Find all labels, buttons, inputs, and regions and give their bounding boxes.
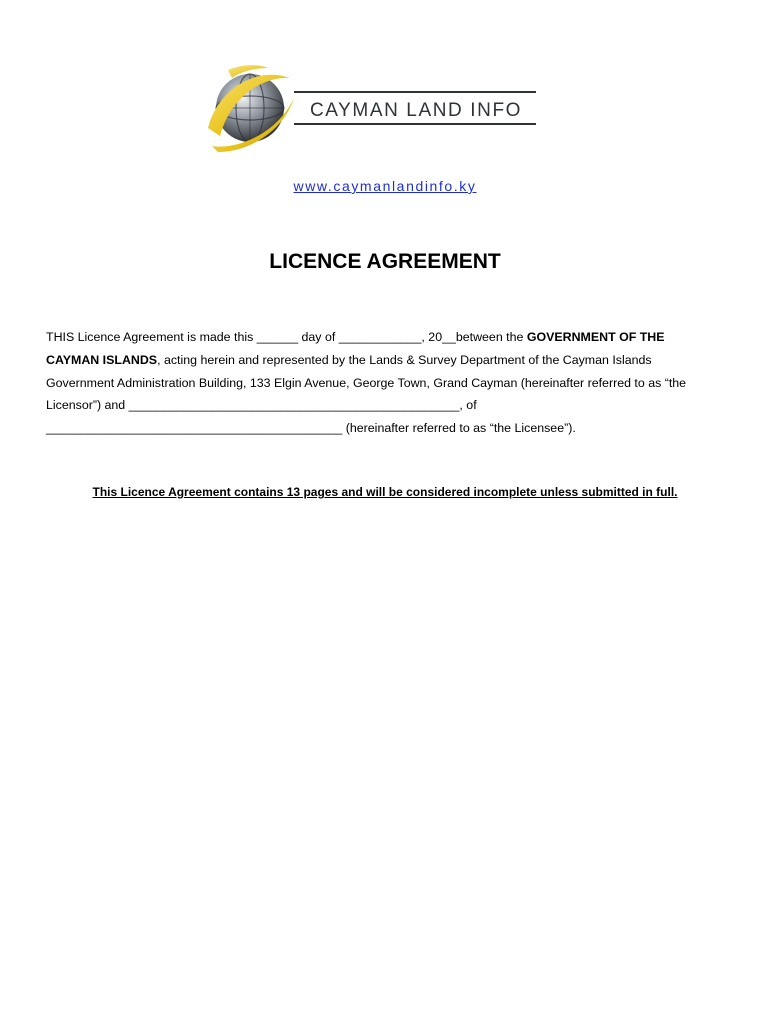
completeness-notice: This Licence Agreement contains 13 pages and will be considered incomplete unless submitted in full. — [92, 485, 678, 499]
paragraph-line-2: CAYMAN ISLANDS, acting herein and represented by the Lands & Survey Department of the Cayman Islands — [46, 352, 652, 367]
website-link[interactable]: www.caymanlandinfo.ky — [293, 178, 477, 194]
cayman-land-info-logo — [198, 58, 543, 158]
logo-wordmark — [294, 88, 539, 128]
agreement-paragraph — [46, 326, 736, 440]
globe-logo-icon — [198, 58, 298, 158]
paragraph-line-4: Licensor”) and ________________________________________________, of — [46, 398, 477, 413]
paragraph-line-5: ___________________________________________ (hereinafter referred to as “the Licensee”). — [46, 421, 576, 436]
paragraph-line-3: Government Administration Building, 133 Elgin Avenue, George Town, Grand Cayman (hereinafter referred to as “the — [46, 375, 687, 390]
logo-brand-text: CAYMAN LAND INFO — [309, 100, 523, 121]
paragraph-line-1: THIS Licence Agreement is made this ______ day of ____________, 20__between the GOVERNMENT OF THE — [46, 330, 665, 344]
document-title: LICENCE AGREEMENT — [269, 250, 501, 273]
